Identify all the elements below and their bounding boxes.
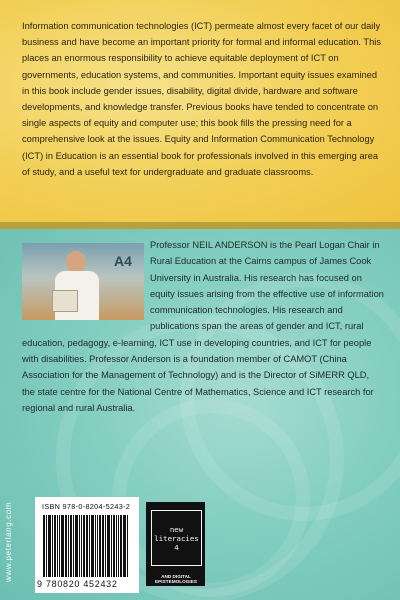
- series-logo: [146, 502, 205, 586]
- barcode-label: [35, 497, 139, 593]
- author-bio-text: Professor NEIL ANDERSON is the Pearl Logan Chair in Rural Education at the Cairns campus of James Cook University in Australia. His research has focused on equity issues arising from the effective use of information communication technologies. His research and publications span the areas of gender and ICT, rural education, pedagogy, e-learning, ICT use in developing countries, and ICT for people with disabilities. Professor Anderson is a foundation member of CAMOT (China Association for the Management of Technology) and is the Director of SiMERR QLD, the state centre for the National Centre of Mathematics, Science and ICT research for regional and rural Australia.: [22, 240, 384, 413]
- series-subtitle: AND DIGITAL EPISTEMOLOGIES: [155, 574, 197, 584]
- author-bio: [22, 237, 384, 416]
- series-line-1: new: [169, 524, 184, 534]
- barcode-number: 9 780820 452432: [37, 579, 118, 589]
- background-circle: [112, 399, 310, 597]
- isbn: ISBN 978-0-8204-5243-2: [42, 502, 131, 511]
- series-logo-frame: [151, 510, 202, 566]
- photo-spacer: [22, 237, 150, 331]
- book-description: Information communication technologies (ICT) permeate almost every facet of our daily business and have become an important priority for formal and informal education. This places an enormous responsibility to achieve equitable deployment of ICT on governments, education systems, and communities. Important equity issues examined in this book include gender issues, disability, digital divide, hardware and software developments, and knowledge transfer. Previous books have tended to concentrate on single aspects of equity and computer use; this book fills the pressing need for a comprehensive look at the issues. Equity and Information Communication Technology (ICT) in Education is an essential book for professionals involved in this emerging area of study, and a useful text for undergraduate and graduate classrooms.: [22, 21, 381, 177]
- barcode: [43, 515, 135, 577]
- section-divider: [0, 222, 400, 229]
- publisher-url[interactable]: www.peterlang.com: [4, 501, 13, 582]
- series-line-3: 4: [174, 542, 179, 552]
- series-line-2: literacies: [154, 533, 199, 543]
- room-sign: A4: [114, 253, 132, 269]
